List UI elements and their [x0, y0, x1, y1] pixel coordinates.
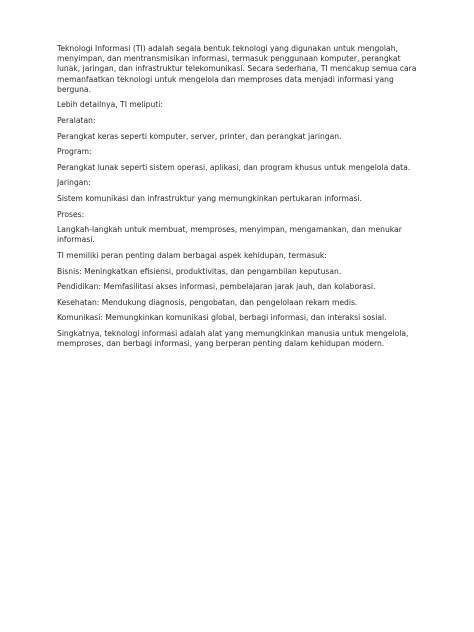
process-label: Proses: [57, 209, 85, 219]
software-text: Perangkat lunak seperti sistem operasi, aplikasi, dan program khusus untuk mengelola data. [57, 162, 411, 172]
details-heading: Lebih detailnya, TI meliputi: [57, 100, 163, 110]
process-text: Langkah-langkah untuk membuat, memproses, menyimpan, mengamankan, dan menukar informasi. [57, 225, 402, 245]
software-label: Program: [57, 147, 92, 157]
business-item: Bisnis: Meningkatkan efisiensi, produktivitas, dan pengambilan keputusan. [57, 266, 342, 276]
hardware-text: Perangkat keras seperti komputer, server, printer, dan perangkat jaringan. [57, 131, 342, 141]
network-label: Jaringan: [57, 178, 91, 188]
document-body [57, 44, 419, 355]
conclusion-paragraph: Singkatnya, teknologi informasi adalah alat yang memungkinkan manusia untuk mengelola, memproses, dan berbagi informasi, yang berperan penting dalam kehidupan modern. [57, 328, 409, 349]
network-text: Sistem komunikasi dan infrastruktur yang memungkinkan pertukaran informasi. [57, 193, 362, 203]
role-heading: TI memiliki peran penting dalam berbagai aspek kehidupan, termasuk: [57, 250, 327, 260]
intro-paragraph: Teknologi Informasi (TI) adalah segala bentuk teknologi yang digunakan untuk mengolah, menyimpan, dan mentransmisikan informasi, termasuk penggunaan komputer, perangkat lunak, jaringan, dan infrastruktur telekomunikasi. Secara sederhana, TI mencakup semua cara memanfaatkan teknologi untuk mengelola dan memproses data menjadi informasi yang berguna. [57, 44, 417, 94]
education-item: Pendidikan: Memfasilitasi akses informasi, pembelajaran jarak jauh, dan kolaborasi. [57, 282, 376, 292]
health-item: Kesehatan: Mendukung diagnosis, pengobatan, dan pengelolaan rekam medis. [57, 297, 358, 307]
communication-item: Komunikasi: Memungkinkan komunikasi global, berbagi informasi, dan interaksi sosial. [57, 313, 387, 323]
hardware-label: Peralatan: [57, 116, 96, 125]
